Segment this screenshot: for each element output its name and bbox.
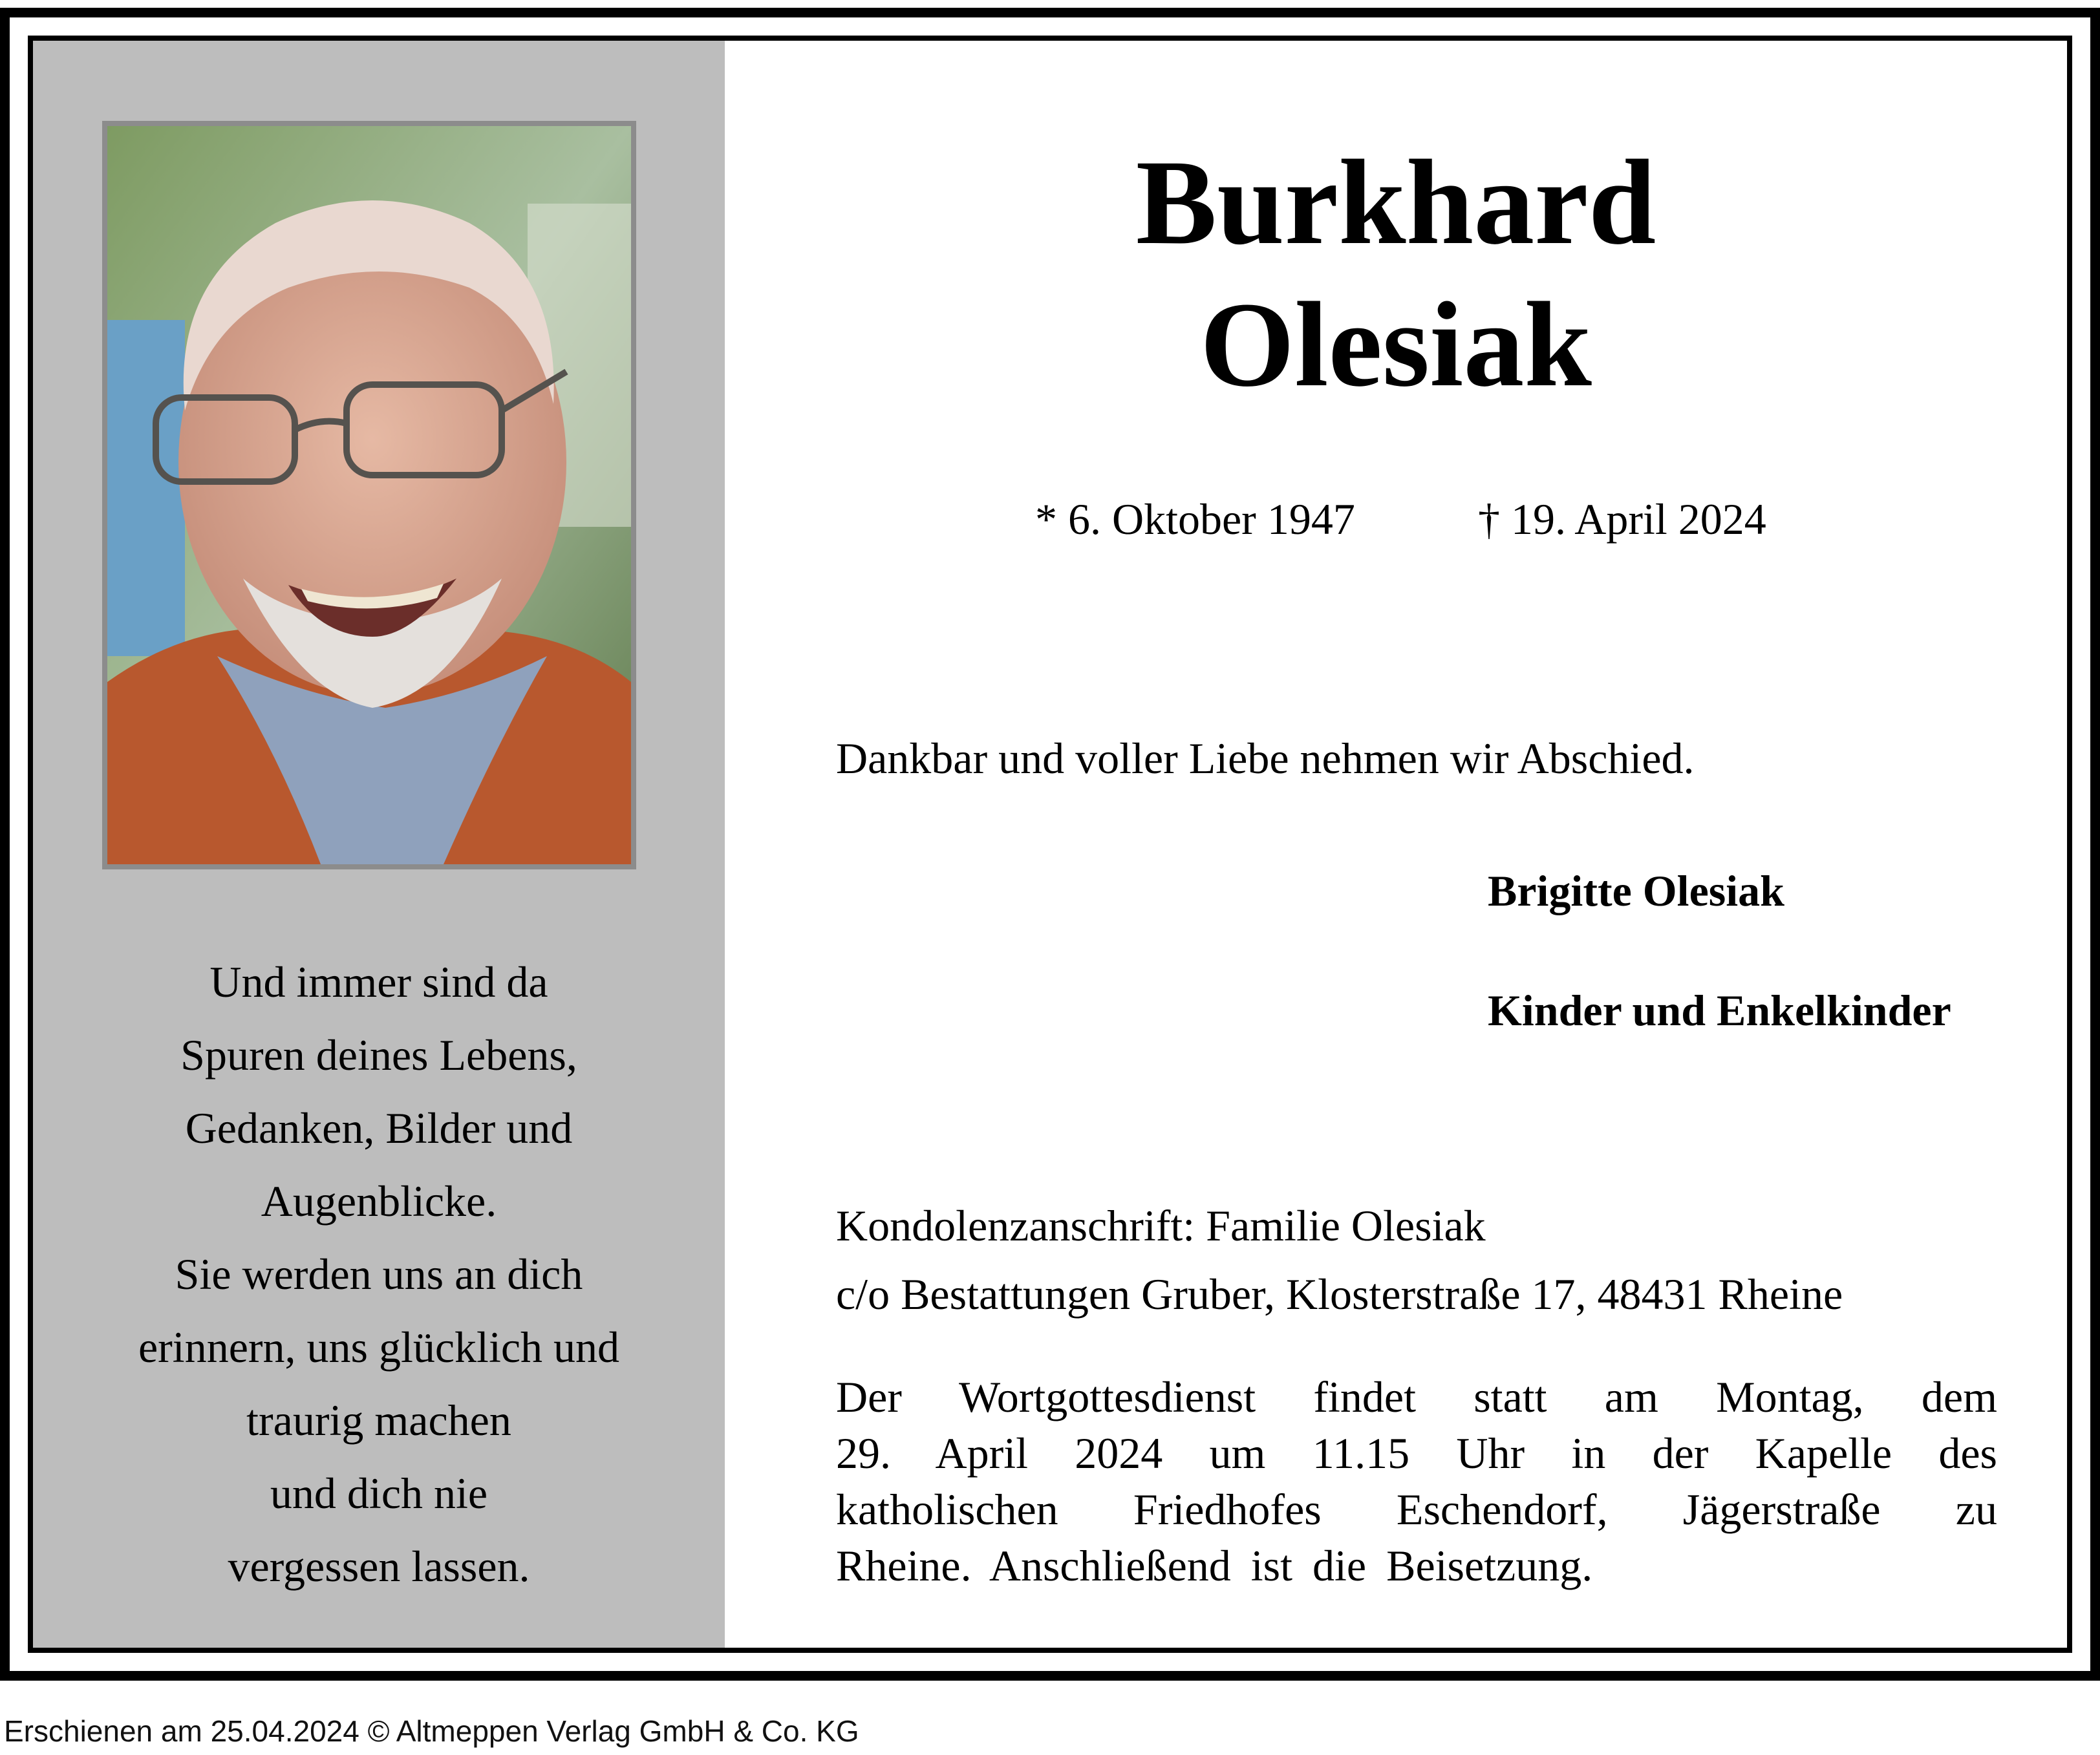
verse-line: Sie werden uns an dich [175,1250,583,1299]
verse-line: traurig machen [246,1396,511,1445]
outer-frame [0,8,2100,1681]
first-name: Burkhard [1135,134,1656,270]
verse-line: Gedanken, Bilder und [185,1103,573,1153]
death-date: † 19. April 2024 [1478,495,1766,544]
portrait-photo [102,121,636,869]
condolence-address [836,1191,1843,1328]
verse-line: Und immer sind da [209,957,548,1006]
verse-line: erinnern, uns glücklich und [138,1323,620,1372]
service-line: Rheine. Anschließend ist die Beisetzung. [836,1541,1593,1590]
service-line: 29. April 2024 um 11.15 Uhr in der Kapelle des [836,1429,1997,1478]
portrait-illustration [107,126,631,864]
publication-footer: Erschienen am 25.04.2024 © Altmeppen Verlag GmbH & Co. KG [4,1714,859,1748]
verse-line: Augenblicke. [261,1176,497,1226]
verse-line: vergessen lassen. [228,1542,530,1591]
signer-spouse: Brigitte Olesiak [1488,866,1784,915]
verse-line: und dich nie [270,1469,488,1518]
obituary-card [28,36,2072,1653]
right-panel [725,41,2067,1648]
service-line: katholischen Friedhofes Eschendorf, Jägerstraße zu [836,1485,1997,1534]
address-line: c/o Bestattungen Gruber, Klosterstraße 17, 48431 Rheine [836,1270,1843,1319]
last-name: Olesiak [1200,277,1592,412]
address-line: Kondolenzanschrift: Familie Olesiak [836,1201,1486,1250]
service-line: Der Wortgottesdienst findet statt am Montag, dem [836,1372,1997,1421]
farewell-message: Dankbar und voller Liebe nehmen wir Abschied. [836,734,1695,783]
left-panel [33,41,725,1648]
verse-line: Spuren deines Lebens, [180,1030,577,1080]
birth-date: * 6. Oktober 1947 [1035,495,1355,544]
service-notice [836,1369,1997,1594]
deceased-name [725,131,2067,416]
signer-family: Kinder und Enkelkinder [1488,986,1951,1035]
memorial-verse [33,946,725,1603]
